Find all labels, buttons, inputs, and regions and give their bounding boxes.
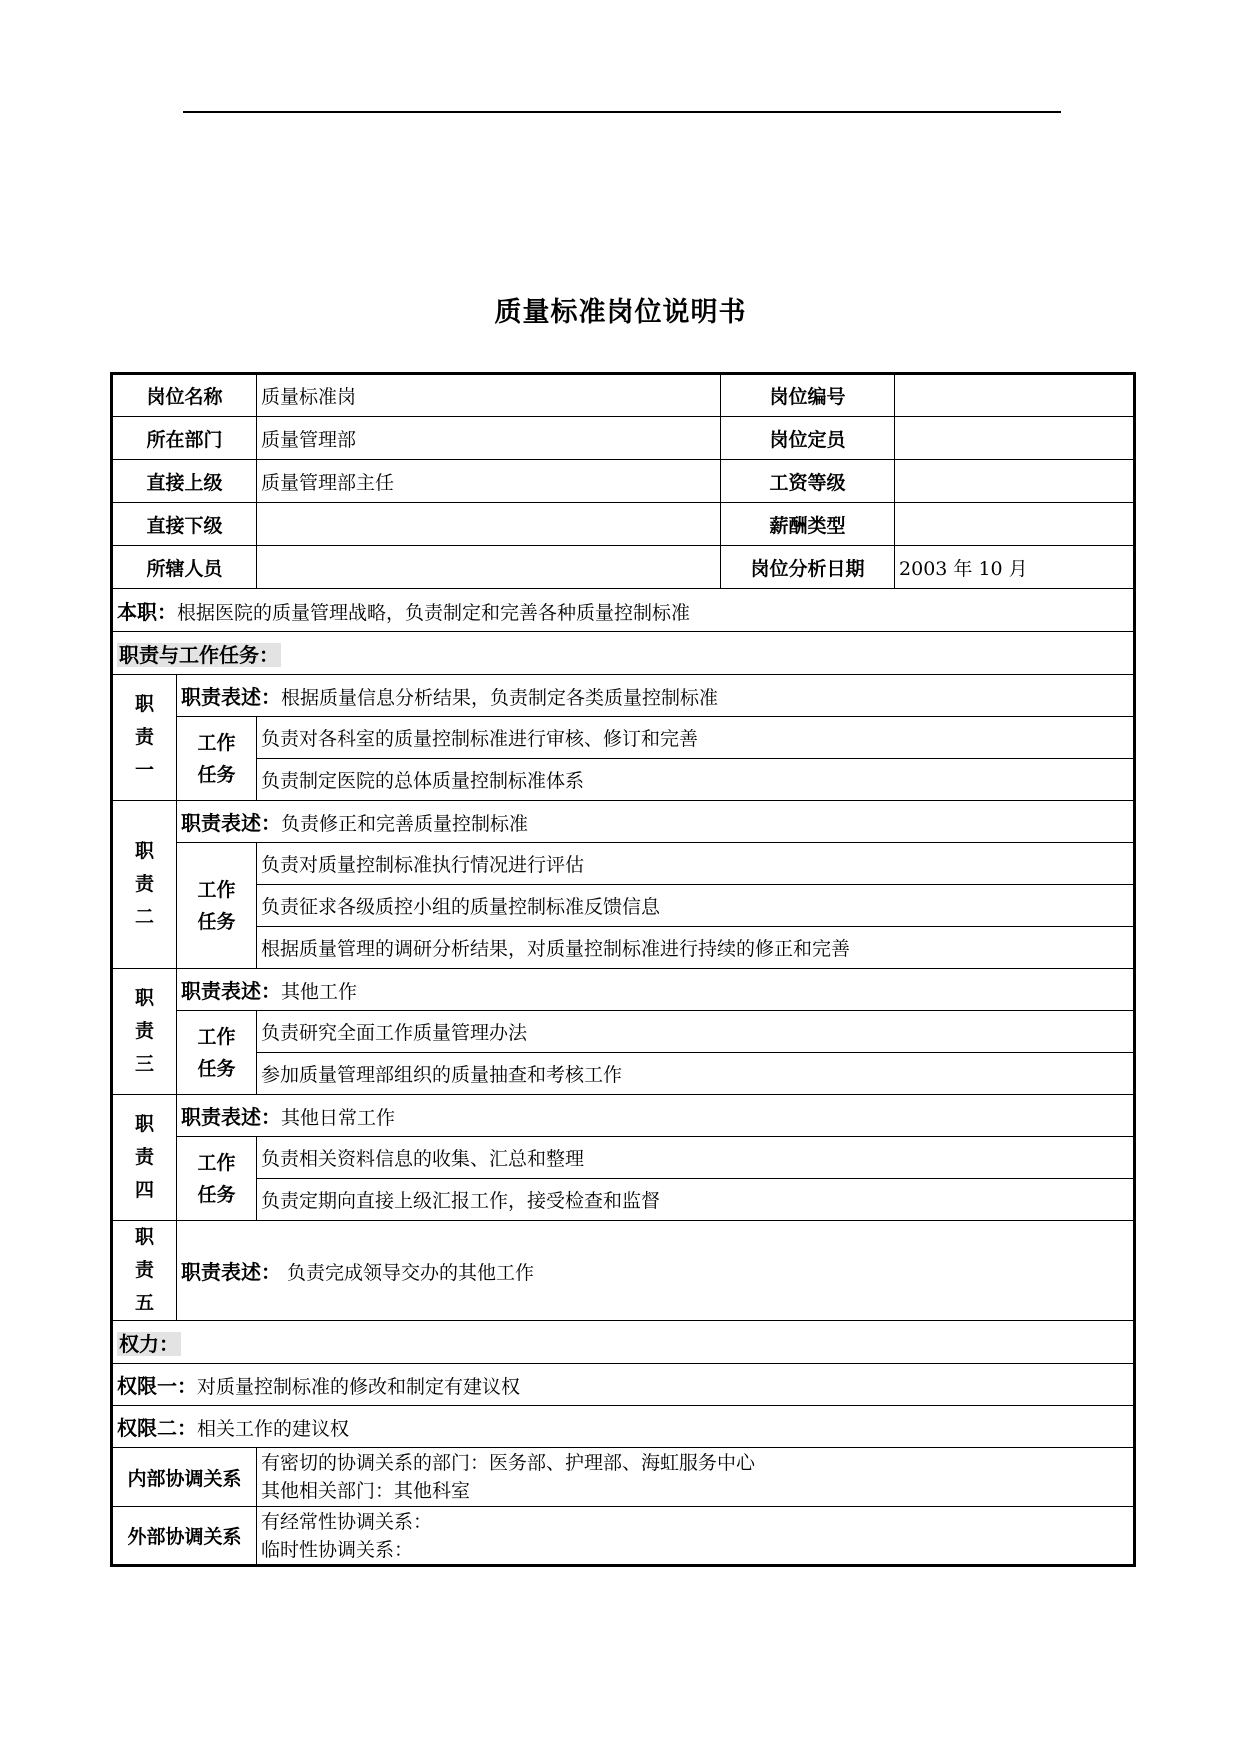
value-salary-grade <box>895 460 1135 503</box>
duty-3-task-label <box>177 1011 257 1095</box>
duty-2-desc-text: 负责修正和完善质量控制标准 <box>281 813 529 835</box>
label-salary-grade: 工资等级 <box>721 460 895 503</box>
basic-row-supervisor <box>112 460 1135 503</box>
duty-1-char-1: 职 <box>134 693 154 715</box>
duty-4-char-1: 职 <box>134 1113 154 1135</box>
duty-2-char-2: 责 <box>134 873 154 895</box>
duty-3-task-1: 负责研究全面工作质量管理办法 <box>257 1011 1135 1053</box>
duty-4-char-2: 责 <box>134 1146 154 1168</box>
value-position-code <box>895 374 1135 417</box>
duty-3-desc-text: 其他工作 <box>281 981 358 1003</box>
label-subordinate: 直接下级 <box>112 503 257 546</box>
authority-1-row <box>112 1364 1135 1406</box>
duty-2-task-label <box>177 843 257 969</box>
duty-5-char-1: 职 <box>134 1226 154 1248</box>
duty-2-char-3: 二 <box>134 906 154 928</box>
internal-relations-label: 内部协调关系 <box>112 1448 257 1507</box>
duty-2-desc-row <box>112 801 1135 843</box>
label-supervisor: 直接上级 <box>112 460 257 503</box>
external-relations-row <box>112 1507 1135 1566</box>
duty-2-task-3-row <box>112 927 1135 969</box>
duty-4-char-3: 四 <box>134 1179 154 1201</box>
label-analysis-date: 岗位分析日期 <box>721 546 895 589</box>
authority-2-text: 相关工作的建议权 <box>197 1418 350 1440</box>
job-description-table <box>110 372 1136 1567</box>
external-relations-label: 外部协调关系 <box>112 1507 257 1566</box>
duty-4-label <box>112 1095 177 1221</box>
duty-5-row <box>112 1221 1135 1321</box>
label-staff: 所辖人员 <box>112 546 257 589</box>
label-pay-type: 薪酬类型 <box>721 503 895 546</box>
duties-header: 职责与工作任务： <box>119 642 279 667</box>
duty-1-desc-label: 职责表述： <box>181 685 281 709</box>
duty-3-label <box>112 969 177 1095</box>
duty-1-desc-row <box>112 675 1135 717</box>
duty-3-desc-label: 职责表述： <box>181 979 281 1003</box>
duty-3-char-3: 三 <box>134 1053 154 1075</box>
external-relations-cell <box>257 1507 1135 1566</box>
label-position-name: 岗位名称 <box>112 374 257 417</box>
duty-5-desc-text: 负责完成领导交办的其他工作 <box>281 1262 535 1284</box>
duty-3-desc-row <box>112 969 1135 1011</box>
duty-2-char-1: 职 <box>134 840 154 862</box>
label-headcount: 岗位定员 <box>721 417 895 460</box>
duty-2-task-2-row <box>112 885 1135 927</box>
internal-relations-row <box>112 1448 1135 1507</box>
duty-5-label <box>112 1221 177 1321</box>
internal-relations-line-1: 有密切的协调关系的部门：医务部、护理部、海虹服务中心 <box>261 1452 756 1474</box>
mission-cell <box>112 589 1135 632</box>
duty-3-task-label-line-1: 工作 <box>197 1025 236 1048</box>
duty-2-desc-label: 职责表述： <box>181 811 281 835</box>
authority-header: 权力： <box>119 1331 179 1356</box>
external-relations-line-1: 有经常性协调关系： <box>261 1510 433 1533</box>
duty-5-desc-cell <box>177 1221 1135 1321</box>
authority-2-label: 权限二： <box>117 1416 197 1440</box>
duty-1-char-3: 一 <box>134 759 154 781</box>
mission-row <box>112 589 1135 632</box>
authority-header-cell <box>112 1321 1135 1364</box>
duty-2-label <box>112 801 177 969</box>
duties-header-cell <box>112 632 1135 675</box>
basic-row-subordinate <box>112 503 1135 546</box>
duty-4-desc-label: 职责表述： <box>181 1105 281 1129</box>
duty-2-task-2: 负责征求各级质控小组的质量控制标准反馈信息 <box>257 885 1135 927</box>
value-supervisor: 质量管理部主任 <box>257 460 721 503</box>
basic-row-department <box>112 417 1135 460</box>
duty-4-task-2-row <box>112 1179 1135 1221</box>
duty-2-task-3: 根据质量管理的调研分析结果，对质量控制标准进行持续的修正和完善 <box>257 927 1135 969</box>
duty-1-label <box>112 675 177 801</box>
duty-3-task-2-row <box>112 1053 1135 1095</box>
duty-3-task-label-line-2: 任务 <box>197 1057 236 1080</box>
value-position-name: 质量标准岗 <box>257 374 721 417</box>
external-relations-line-2: 临时性协调关系： <box>261 1538 414 1561</box>
duty-4-desc-cell <box>177 1095 1135 1137</box>
value-pay-type <box>895 503 1135 546</box>
value-headcount <box>895 417 1135 460</box>
value-subordinate <box>257 503 721 546</box>
duty-5-char-2: 责 <box>134 1259 154 1281</box>
mission-label: 本职： <box>117 599 177 624</box>
internal-relations-cell <box>257 1448 1135 1507</box>
duty-4-task-2: 负责定期向直接上级汇报工作，接受检查和监督 <box>257 1179 1135 1221</box>
duty-4-task-1: 负责相关资料信息的收集、汇总和整理 <box>257 1137 1135 1179</box>
duty-3-task-2: 参加质量管理部组织的质量抽查和考核工作 <box>257 1053 1135 1095</box>
authority-2-row <box>112 1406 1135 1448</box>
duty-5-desc-label: 职责表述： <box>181 1260 281 1284</box>
duty-1-task-label <box>177 717 257 801</box>
authority-2-cell <box>112 1406 1135 1448</box>
label-department: 所在部门 <box>112 417 257 460</box>
basic-row-staff <box>112 546 1135 589</box>
duty-4-task-1-row <box>112 1137 1135 1179</box>
authority-header-row <box>112 1321 1135 1364</box>
label-position-code: 岗位编号 <box>721 374 895 417</box>
duty-1-char-2: 责 <box>134 726 154 748</box>
authority-1-label: 权限一： <box>117 1374 197 1398</box>
duty-2-task-1: 负责对质量控制标准执行情况进行评估 <box>257 843 1135 885</box>
duty-3-task-1-row <box>112 1011 1135 1053</box>
duty-2-desc-cell <box>177 801 1135 843</box>
duty-2-task-label-line-2: 任务 <box>197 910 236 933</box>
page-title: 质量标准岗位说明书 <box>494 297 747 328</box>
duty-4-task-label <box>177 1137 257 1221</box>
duty-3-desc-cell <box>177 969 1135 1011</box>
duty-5-char-3: 五 <box>134 1292 154 1314</box>
value-analysis-date: 2003 年 10 月 <box>895 546 1135 589</box>
duty-4-desc-row <box>112 1095 1135 1137</box>
duty-1-task-label-line-2: 任务 <box>197 763 236 786</box>
duty-1-desc-cell <box>177 675 1135 717</box>
mission-text: 根据医院的质量管理战略，负责制定和完善各种质量控制标准 <box>177 601 691 624</box>
internal-relations-line-2: 其他相关部门：其他科室 <box>261 1480 471 1502</box>
duty-1-desc-text: 根据质量信息分析结果，负责制定各类质量控制标准 <box>281 687 719 709</box>
authority-1-cell <box>112 1364 1135 1406</box>
duty-1-task-label-line-1: 工作 <box>197 731 236 754</box>
duty-2-task-label-line-1: 工作 <box>197 878 236 901</box>
duties-header-row <box>112 632 1135 675</box>
duty-4-task-label-line-1: 工作 <box>197 1151 236 1174</box>
duty-1-task-1-row <box>112 717 1135 759</box>
authority-1-text: 对质量控制标准的修改和制定有建议权 <box>197 1376 521 1398</box>
duty-1-task-2-row <box>112 759 1135 801</box>
basic-row-position-name <box>112 374 1135 417</box>
header-rule <box>183 111 1061 113</box>
duty-4-desc-text: 其他日常工作 <box>281 1107 396 1129</box>
duty-3-char-1: 职 <box>134 987 154 1009</box>
duty-1-task-2: 负责制定医院的总体质量控制标准体系 <box>257 759 1135 801</box>
duty-2-task-1-row <box>112 843 1135 885</box>
value-staff <box>257 546 721 589</box>
duty-3-char-2: 责 <box>134 1020 154 1042</box>
duty-1-task-1: 负责对各科室的质量控制标准进行审核、修订和完善 <box>257 717 1135 759</box>
value-department: 质量管理部 <box>257 417 721 460</box>
duty-4-task-label-line-2: 任务 <box>197 1183 236 1206</box>
